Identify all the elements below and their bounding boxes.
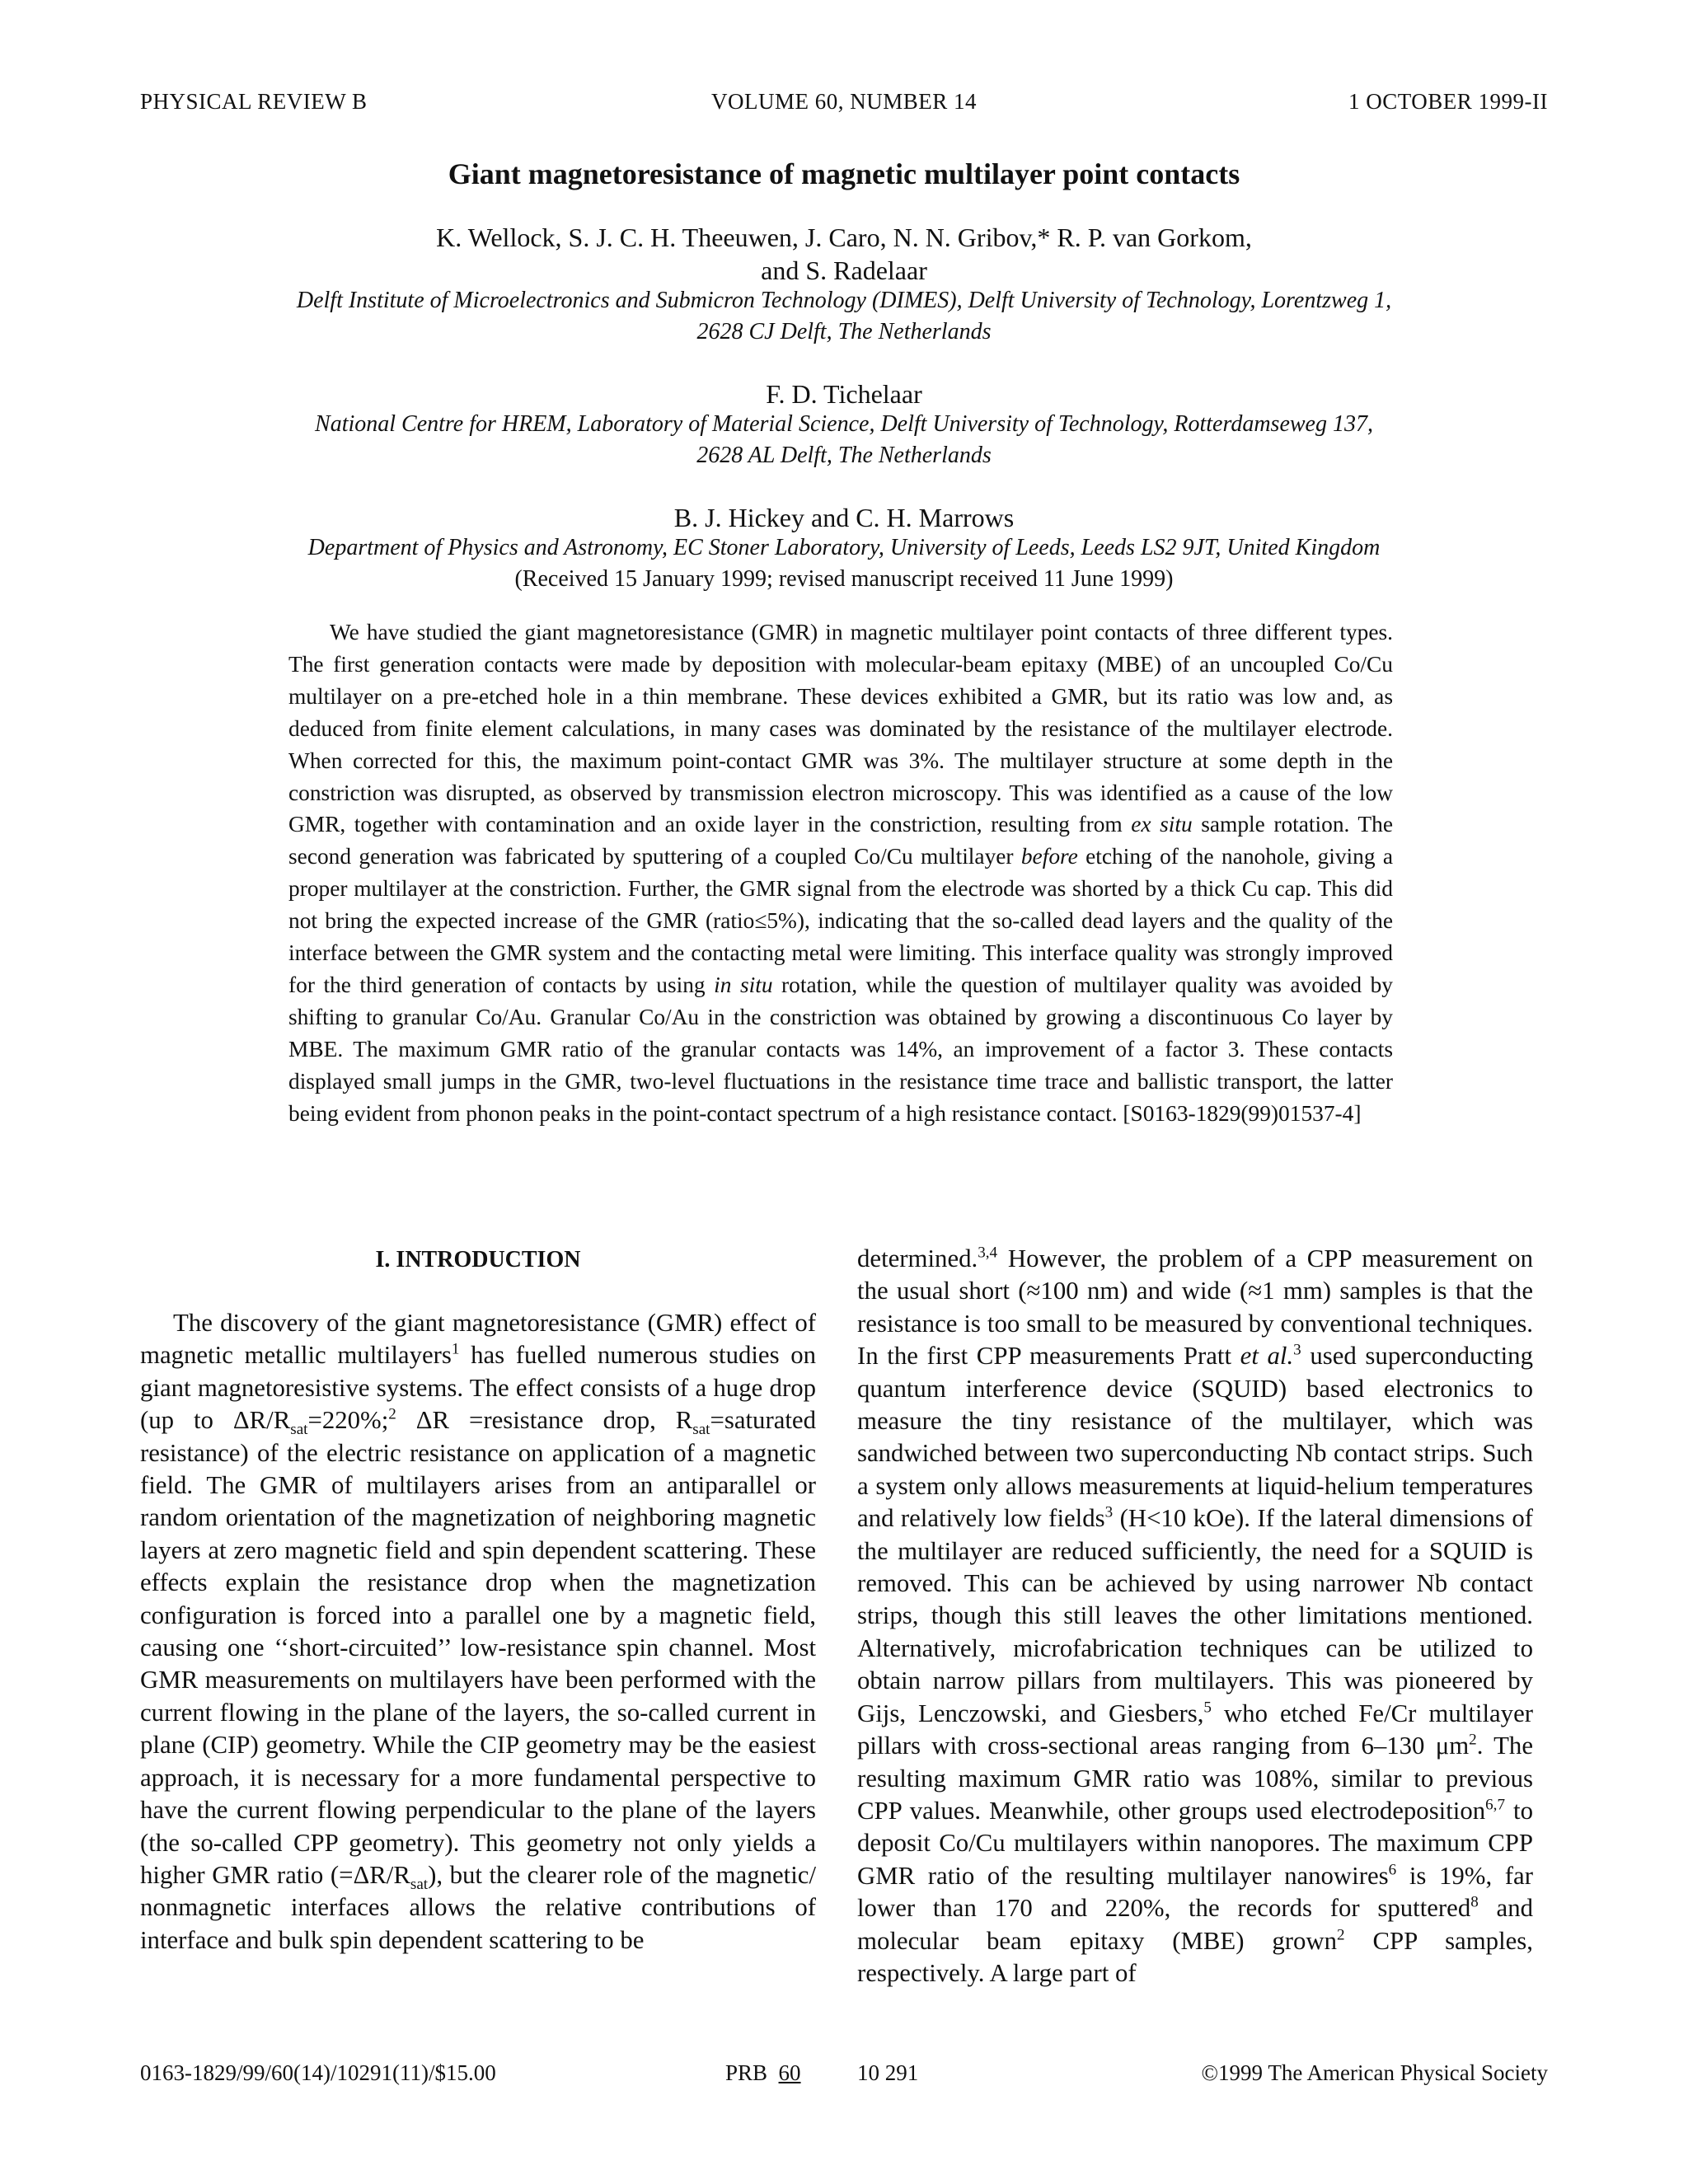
affiliation-2: National Centre for HREM, Laboratory of Material Science, Delft University of Technology, Rotterdamseweg 137, 2628 AL Delft, The Netherlands — [315, 411, 1373, 468]
author-list-1: K. Wellock, S. J. C. H. Theeuwen, J. Caro, N. N. Gribov,* R. P. van Gorkom, and S. Radelaar — [436, 223, 1252, 285]
author-list-3: B. J. Hickey and C. H. Marrows — [673, 503, 1015, 532]
journal-name: PHYSICAL REVIEW B — [140, 89, 368, 114]
affiliation-1: Delft Institute of Microelectronics and Submicron Technology (DIMES), Delft University of Technology, Lorentzweg 1, 2628 CJ Delft, The Netherlands — [296, 288, 1392, 344]
abstract: We have studied the giant magnetoresistance (GMR) in magnetic multilayer point contacts of three different types. The first generation contacts were made by deposition with molecular-beam epitaxy (MBE) of an uncoupled Co/Cu multilayer on a pre-etched hole in a thin membrane. These devices exhibited a GMR, but its ratio was low and, as deduced from finite element calculations, in many cases was dominated by the resistance of the multilayer electrode. When corrected for this, the maximum point-contact GMR was 3%. The multilayer structure at some depth in the constriction was disrupted, as observed by transmission electron microscopy. This was identified as a cause of the low GMR, together with contamination and an oxide layer in the constriction, resulting from ex situ sample rotation. The second generation was fabricated by sputtering of a coupled Co/Cu multilayer before etching of the nanohole, giving a proper multilayer at the constriction. Further, the GMR signal from the electrode was shorted by a thick Cu cap. This did not bring the expected increase of the GMR (ratio≤5%), indicating that the so-called dead layers and the quality of the interface between the GMR system and the contacting metal were limiting. This interface quality was strongly improved for the third generation of contacts by using in situ rotation, while the question of multilayer quality was avoided by shifting to granular Co/Au. Granular Co/Au in the constriction was obtained by growing a discontinuous Co layer by MBE. The maximum GMR ratio of the granular contacts was 14%, an improvement of a factor 3. These contacts displayed small jumps in the GMR, two-level fluctuations in the resistance time trace and ballistic transport, the latter being evident from phonon peaks in the point-contact spectrum of a high resistance contact. [S0163-1829(99)01537-4] — [288, 620, 1394, 1126]
article-code: 0163-1829/99/60(14)/10291(11)/$15.00 — [140, 2060, 496, 2085]
intro-paragraph-continued: determined.$^{3,4}$ However, the problem of a CPP measurement on the usual short (≈100 nm) and wide (≈1 mm) samples is that the resistance is too small to be measured by conventional techniques. In the first CPP measurements Pratt et al.$^3$ used superconducting quantum interference device (SQUID) based electronics to measure the tiny resistance of the multilayer, which was sandwiched between two superconducting Nb contact strips. Such a system only allows measurements at liquid-helium temperatures and relatively low fields$^3$ (H<10 kOe). If the lateral dimensions of the multilayer are reduced sufficiently, the need for a SQUID is removed. This can be achieved by using narrower Nb contact strips, though this still leaves the other limitations mentioned. Alternatively, microfabrication techniques can be utilized to obtain narrow pillars from multilayers. This was pioneered by Gijs, Lenczowski, and Giesbers,$^5$ who etched Fe/Cr multilayer pillars with cross-sectional areas ranging from 6–130 $\mu m^2$. The resulting maximum GMR ratio was 108%, similar to previous CPP values. Meanwhile, other groups used electrodeposition$^{6,7}$ to deposit Co/Cu multilayers within nanopores. The maximum CPP GMR ratio of the resulting multilayer nanowires$^6$ is 19%, far lower than 170 and 220%, the records for sputtered$^8$ and molecular beam epitaxy (MBE) grown$^2$ CPP samples, respectively. A large part of — [857, 1244, 1533, 1987]
author-list-2: F. D. Tichelaar — [766, 379, 922, 409]
left-column — [140, 1243, 816, 1957]
right-column — [857, 1243, 1533, 1990]
affiliation-3: Department of Physics and Astronomy, EC Stoner Laboratory, University of Leeds, Leeds LS2 9JT, United Kingdom — [307, 535, 1381, 560]
page-number: 10 291 — [857, 2060, 919, 2085]
received-dates: (Received 15 January 1999; revised manuscript received 11 June 1999) — [514, 566, 1174, 592]
section-heading: I. INTRODUCTION — [375, 1247, 581, 1272]
paper-title: Giant magnetoresistance of magnetic multilayer point contacts — [448, 157, 1240, 190]
intro-paragraph: The discovery of the giant magnetoresistance (GMR) effect of magnetic metallic multilayers$^1$ has fuelled numerous studies on giant magnetoresistive systems. The effect consists of a huge drop (up to $\Delta R/R_{sat}=220\%;^2$ ΔR =resistance drop, $R_{sat}=saturated$ resistance) of the electric resistance on application of a magnetic field. The GMR of multilayers arises from an antiparallel or random orientation of the magnetization of neighboring magnetic layers at zero magnetic field and spin dependent scattering. These effects explain the resistance drop when the magnetization configuration is forced into a parallel one by a magnetic field, causing one ‘‘short-circuited’’ low-resistance spin channel. Most GMR measurements on multilayers have been performed with the current flowing in the plane of the layers, the so-called current in plane (CIP) geometry. While the CIP geometry may be the easiest approach, it is necessary for a more fundamental perspective to have the current flowing perpendicular to the plane of the layers (the so-called CPP geometry). This geometry not only yields a higher GMR ratio $(=\Delta R/R_{sat})$, but the clearer role of the magnetic/ nonmagnetic interfaces allows the relative contributions of interface and bulk spin dependent scattering to be — [140, 1309, 817, 1954]
volume-number: VOLUME 60, NUMBER 14 — [710, 89, 977, 114]
journal-volume: PRB 60 — [725, 2060, 801, 2085]
copyright: ©1999 The American Physical Society — [1201, 2060, 1548, 2085]
issue-date: 1 OCTOBER 1999-II — [1348, 89, 1548, 114]
